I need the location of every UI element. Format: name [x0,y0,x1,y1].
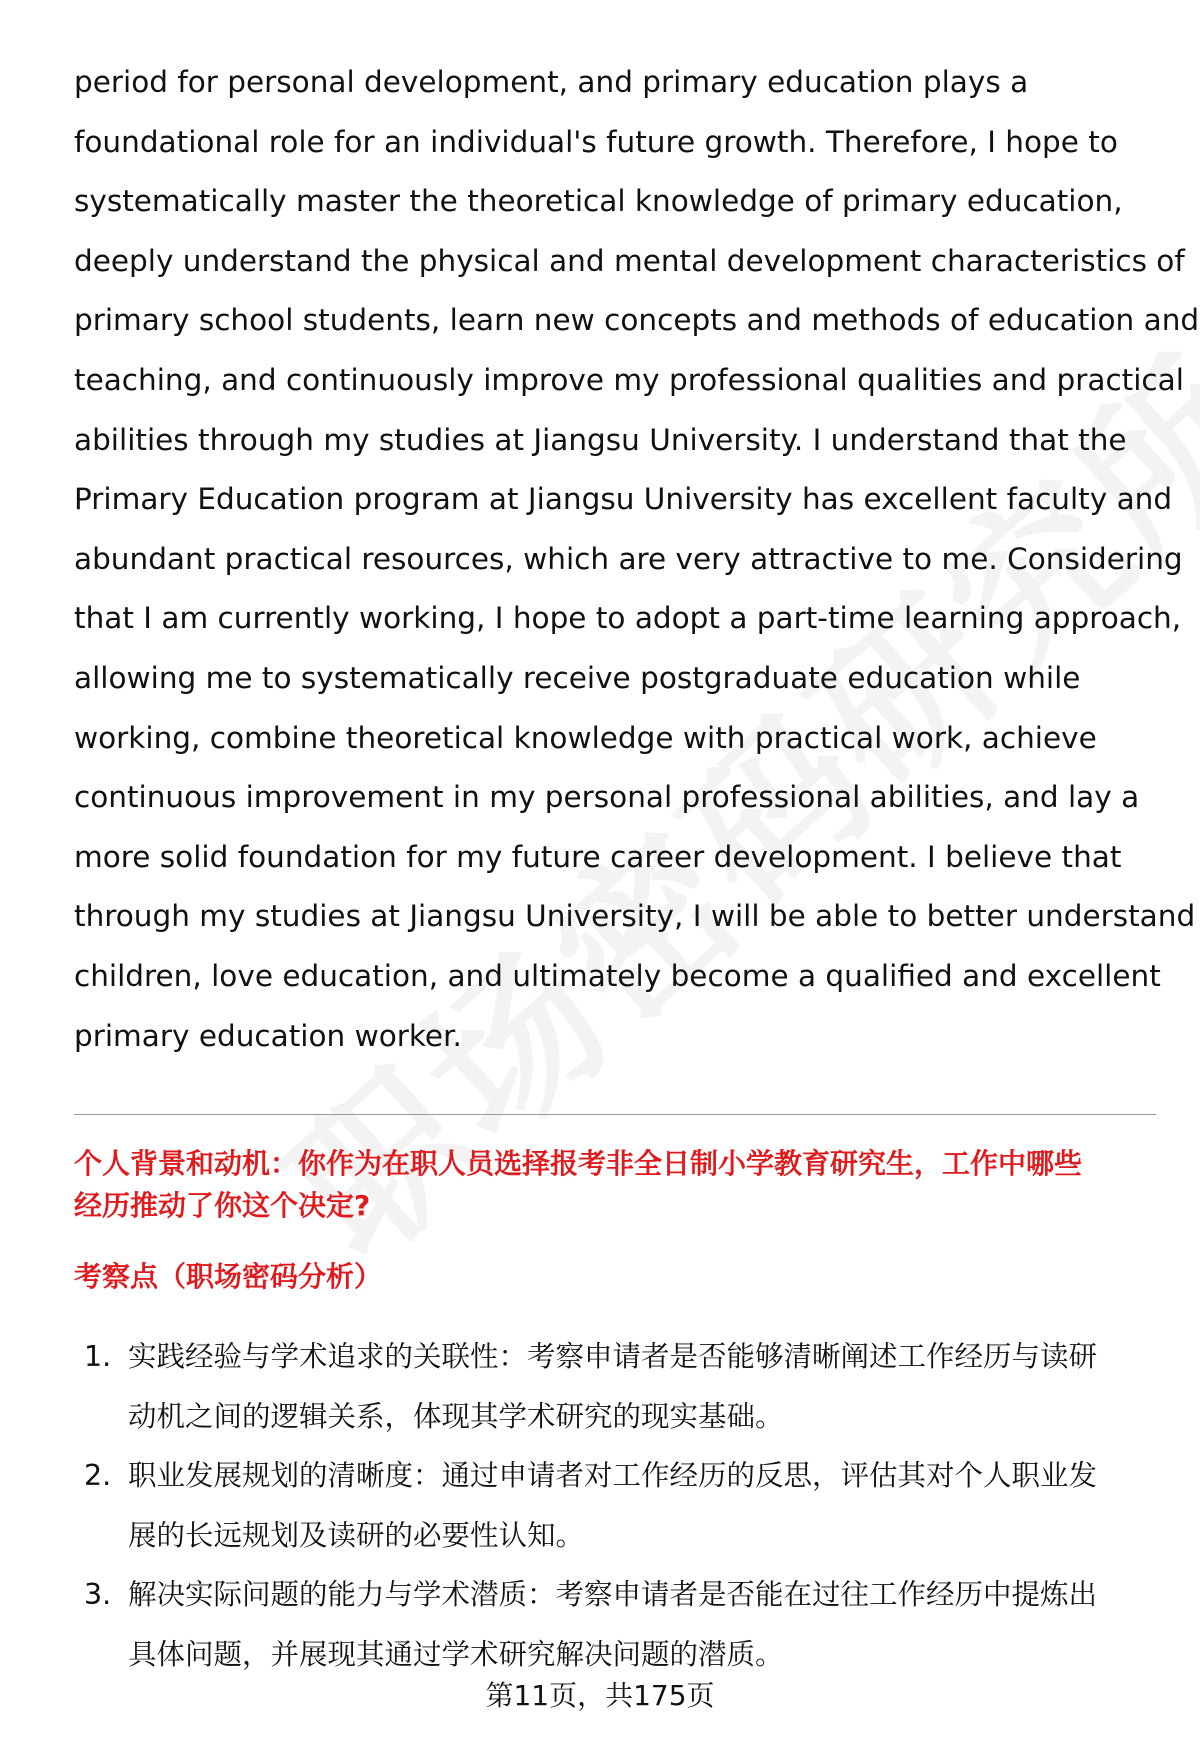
body-line: primary school students, learn new concepts and methods of education and [74,303,1200,338]
body-line: through my studies at Jiangsu University, I will be able to better understand [74,899,1196,934]
question-heading [74,1143,1164,1227]
body-line: systematically master the theoretical knowledge of primary education, [74,184,1123,219]
focus-points-list [74,1327,1164,1684]
body-line: more solid foundation for my future career development. I believe that [74,839,1122,874]
body-line: abilities through my studies at Jiangsu University. I understand that the [74,422,1127,457]
list-item-line: 动机之间的逻辑关系，体现其学术研究的现实基础。 [128,1399,784,1433]
body-line: children, love education, and ultimately become a qualified and excellent [74,958,1161,993]
list-item [74,1565,1164,1684]
list-item-line: 职业发展规划的清晰度：通过申请者对工作经历的反思，评估其对个人职业发 [128,1459,1098,1492]
body-line: abundant practical resources, which are very attractive to me. Considering [74,541,1183,576]
list-item-line: 展的长远规划及读研的必要性认知。 [128,1518,585,1552]
body-line: deeply understand the physical and mental development characteristics of [74,243,1185,278]
question-line: 个人背景和动机：你作为在职人员选择报考非全日制小学教育研究生，工作中哪些 [74,1147,1083,1180]
body-line: period for personal development, and primary education plays a [74,65,1029,99]
question-line: 经历推动了你这个决定? [74,1189,371,1222]
list-item [74,1446,1164,1565]
list-item [74,1327,1164,1446]
page-number: 第11页，共175页 [485,1679,715,1712]
body-paragraph [74,53,1200,1066]
body-line: allowing me to systematically receive postgraduate education while [74,660,1081,695]
list-item-line: 解决实际问题的能力与学术潜质：考察申请者是否能在过往工作经历中提炼出 [128,1578,1098,1611]
list-item-number: 3. [84,1578,112,1611]
body-line: continuous improvement in my personal professional abilities, and lay a [74,780,1140,815]
section-divider [74,1114,1156,1115]
body-line: foundational role for an individual's future growth. Therefore, I hope to [74,124,1118,159]
list-item-line: 具体问题，并展现其通过学术研究解决问题的潜质。 [128,1637,784,1671]
focus-points-title: 考察点（职场密码分析） [74,1260,383,1293]
list-item-line: 实践经验与学术追求的关联性：考察申请者是否能够清晰阐述工作经历与读研 [128,1340,1098,1373]
body-line: that I am currently working, I hope to adopt a part-time learning approach, [74,601,1182,636]
list-item-number: 2. [84,1459,112,1492]
body-line: working, combine theoretical knowledge with practical work, achieve [74,720,1097,755]
list-item-number: 1. [84,1340,112,1373]
body-line: Primary Education program at Jiangsu University has excellent faculty and [74,482,1173,517]
body-line: teaching, and continuously improve my professional qualities and practical [74,362,1184,397]
body-line: primary education worker. [74,1018,462,1053]
